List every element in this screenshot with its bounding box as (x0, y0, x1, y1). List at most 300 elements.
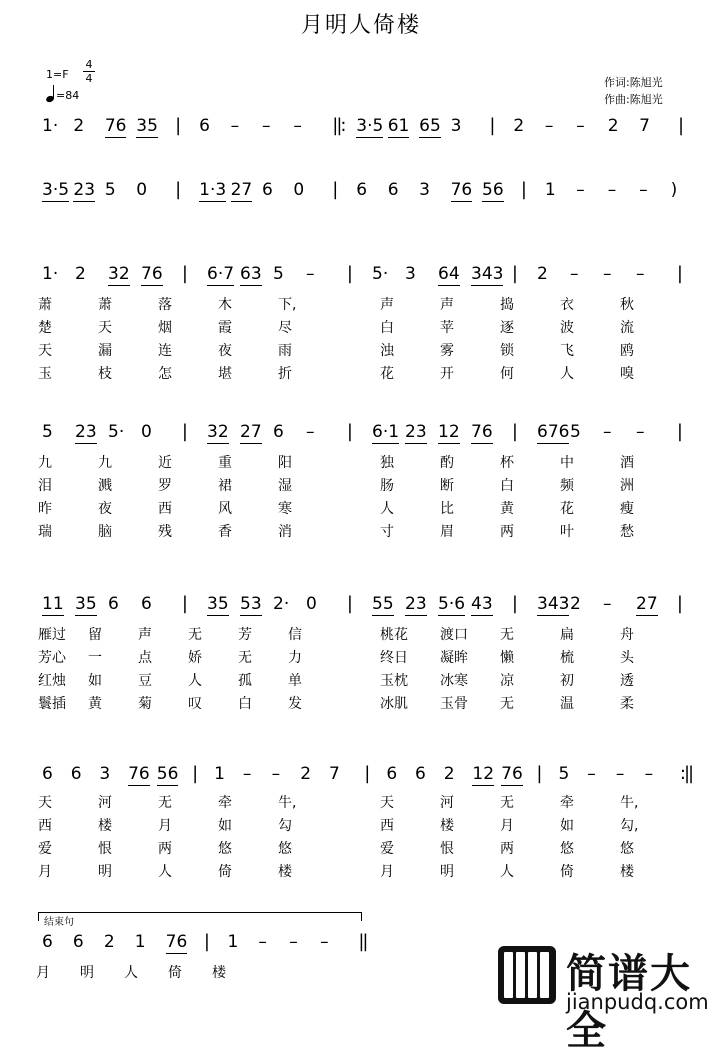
lyric-syllable: 月 (158, 818, 172, 834)
note-token: 32 (207, 422, 229, 442)
lyric-syllable: 月 (380, 864, 394, 880)
note-token: 3 (450, 116, 462, 136)
note-token: 76 (128, 764, 150, 784)
lyric-syllable: 无 (238, 650, 252, 666)
lyric-syllable: 人 (124, 965, 138, 981)
lyric-syllable: 锁 (500, 343, 514, 359)
note-token: 1· (42, 264, 59, 284)
note-token: 343 (471, 264, 504, 284)
lyric-syllable: 月 (36, 965, 50, 981)
lyric-syllable: 凉 (500, 673, 514, 689)
lyric-syllable: 芳 (238, 627, 252, 643)
beam-line (356, 137, 383, 138)
lyric-syllable: 天 (98, 320, 112, 336)
lyric-syllable: 河 (440, 795, 454, 811)
lyric-syllable: 消 (278, 524, 292, 540)
beam-line (472, 785, 494, 786)
lyric-syllable: 声 (380, 297, 394, 313)
lyric-syllable: 洲 (620, 478, 634, 494)
note-token: 1·3 (199, 180, 227, 200)
lyric-syllable: 香 (218, 524, 232, 540)
note-token: 3·5 (356, 116, 384, 136)
lyric-syllable: 西 (158, 501, 172, 517)
lyric-syllable: 楼 (98, 818, 112, 834)
lyric-syllable: 连 (158, 343, 172, 359)
lyric-syllable: 娇 (188, 650, 202, 666)
note-token: 76 (165, 932, 188, 952)
lyric-syllable: 白 (238, 696, 252, 712)
lyric-syllable: 爱 (380, 841, 394, 857)
lyric-syllable: 人 (158, 864, 172, 880)
lyric-syllable: 人 (560, 366, 574, 382)
lyric-syllable: 断 (440, 478, 454, 494)
note-token: 23 (405, 594, 427, 614)
lyric-syllable: 菊 (138, 696, 152, 712)
lyric-syllable: 寸 (380, 524, 394, 540)
lyric-syllable: 凝眸 (440, 650, 468, 666)
lyrics-block-1 (0, 294, 722, 384)
beam-line (471, 285, 503, 286)
lyric-syllable: 两 (158, 841, 172, 857)
lyric-syllable: 玉枕 (380, 673, 408, 689)
lyric-syllable: 楼 (212, 965, 226, 981)
lyric-syllable: 何 (500, 366, 514, 382)
lyric-syllable: 勾, (620, 818, 639, 834)
lyric-syllable: 霞 (218, 320, 232, 336)
dash-extension: – (242, 764, 252, 784)
lyric-syllable: 黄 (88, 696, 102, 712)
note-token: 61 (387, 116, 410, 136)
lyric-syllable: 声 (138, 627, 152, 643)
barline: | (678, 115, 683, 136)
note-token: 76 (104, 116, 127, 136)
dash-extension: – (262, 116, 271, 136)
barline: | (192, 763, 197, 784)
dash-extension: – (636, 264, 645, 284)
lyric-syllable: 信 (288, 627, 302, 643)
lyric-syllable: 人 (380, 501, 394, 517)
note-token: 6 (42, 764, 53, 784)
lyric-syllable: 月 (500, 818, 514, 834)
lyric-syllable: 冰肌 (380, 696, 408, 712)
dash-extension: – (570, 264, 579, 284)
lyric-syllable: 白 (500, 478, 514, 494)
lyric-syllable: 倚 (168, 965, 182, 981)
lyric-syllable: 湿 (278, 478, 292, 494)
lyric-syllable: 捣 (500, 297, 514, 313)
lyric-syllable: 秋 (620, 297, 634, 313)
lyric-syllable: 漏 (98, 343, 112, 359)
beam-line (438, 285, 460, 286)
lyric-syllable: 河 (98, 795, 112, 811)
lyric-syllable: 一 (88, 650, 102, 666)
note-token: 76 (471, 422, 493, 442)
note-token: 63 (240, 264, 262, 284)
lyric-syllable: 枝 (98, 366, 112, 382)
note-token: 27 (240, 422, 262, 442)
lyric-syllable: 酌 (440, 455, 454, 471)
lyric-syllable: 楚 (38, 320, 52, 336)
beam-line (438, 615, 465, 616)
lyric-syllable: 怎 (158, 366, 172, 382)
dash-extension: – (576, 116, 585, 136)
note-token: 6 (415, 764, 426, 784)
lyric-syllable: 下, (278, 297, 297, 313)
lyric-syllable: 夜 (98, 501, 112, 517)
note-token: 0 (293, 180, 305, 200)
lyric-syllable: 冰寒 (440, 673, 468, 689)
beam-line (471, 443, 493, 444)
barline: | (511, 421, 516, 442)
lyric-syllable: 花 (380, 366, 394, 382)
lyric-syllable: 残 (158, 524, 172, 540)
beam-line (451, 201, 473, 202)
lyric-syllable: 明 (98, 864, 112, 880)
beam-line (240, 285, 262, 286)
beam-line (157, 785, 179, 786)
composer-credit: 作曲:陈旭光 (604, 93, 663, 106)
lyric-syllable: 天 (380, 795, 394, 811)
dash-extension: – (639, 180, 648, 200)
note-token: 5 (558, 764, 570, 784)
barline: | (346, 593, 351, 614)
lyric-syllable: 发 (288, 696, 302, 712)
lyric-syllable: 勾 (278, 818, 292, 834)
lyric-syllable: 萧 (98, 297, 112, 313)
barline: | (203, 931, 208, 952)
lyric-syllable: 叹 (188, 696, 202, 712)
note-token: 6 (386, 764, 398, 784)
barline: | (520, 179, 525, 200)
dash-extension: – (230, 116, 240, 136)
note-token: 11 (42, 594, 64, 614)
beam-line (471, 615, 493, 616)
note-token: 76 (450, 180, 473, 200)
beam-line (75, 615, 97, 616)
lyric-syllable: 愁 (620, 524, 634, 540)
barline: :|| (679, 763, 693, 784)
note-token: 5· (108, 422, 125, 442)
lyric-syllable: 声 (440, 297, 454, 313)
lyric-syllable: 近 (158, 455, 172, 471)
dash-extension: – (644, 764, 654, 784)
beam-line (388, 137, 410, 138)
note-token: 2 (513, 116, 525, 136)
lyric-syllable: 鸥 (620, 343, 634, 359)
lyric-syllable: 明 (80, 965, 94, 981)
note-token: 2 (537, 264, 548, 284)
lyric-syllable: 豆 (138, 673, 152, 689)
barline: | (676, 593, 681, 614)
beam-line (372, 443, 399, 444)
note-token: 56 (156, 764, 179, 784)
beam-line (108, 285, 130, 286)
lyric-syllable: 明 (440, 864, 454, 880)
ending-label: 结束句 (44, 917, 74, 928)
barline: | (511, 593, 516, 614)
note-token: 23 (405, 422, 427, 442)
lyric-syllable: 昨 (38, 501, 52, 517)
note-token: 1 (134, 932, 146, 952)
lyric-syllable: 渡口 (440, 627, 468, 643)
note-token: 0 (136, 180, 148, 200)
beam-line (207, 285, 234, 286)
lyric-syllable: 如 (560, 818, 574, 834)
barline: | (511, 263, 516, 284)
lyric-syllable: 黄 (500, 501, 514, 517)
note-token: 343 (537, 594, 570, 614)
note-token: 3·5 (42, 180, 70, 200)
lyric-syllable: 终日 (380, 650, 408, 666)
note-token: 23 (75, 422, 97, 442)
note-token: 1 (227, 932, 239, 952)
lyric-syllable: 透 (620, 673, 634, 689)
note-token: 1 (544, 180, 556, 200)
note-token: 6·7 (207, 264, 235, 284)
lyric-syllable: 如 (88, 673, 102, 689)
beam-line (419, 137, 441, 138)
lyric-syllable: 单 (288, 673, 302, 689)
score-row-4 (0, 420, 722, 450)
beam-line (405, 443, 427, 444)
beam-line (231, 201, 253, 202)
lyric-syllable: 鬟插 (38, 696, 66, 712)
lyric-syllable: 爱 (38, 841, 52, 857)
lyric-syllable: 浊 (380, 343, 394, 359)
lyric-syllable: 人 (188, 673, 202, 689)
barline: | (175, 115, 180, 136)
lyric-syllable: 初 (560, 673, 574, 689)
barline: | (489, 115, 494, 136)
note-token: 6 (387, 180, 399, 200)
note-token: 7 (328, 764, 340, 784)
lyric-syllable: 如 (218, 818, 232, 834)
note-token: 43 (471, 594, 493, 614)
lyric-syllable: 飞 (560, 343, 574, 359)
lyric-syllable: 溅 (98, 478, 112, 494)
lyric-syllable: 脑 (98, 524, 112, 540)
note-token: 53 (240, 594, 262, 614)
note-token: 5·6 (438, 594, 466, 614)
lyric-syllable: 孤 (238, 673, 252, 689)
lyric-syllable: 楼 (620, 864, 634, 880)
note-token: 6 (70, 764, 82, 784)
note-token: 2 (570, 594, 581, 614)
note-token: 6 (72, 932, 84, 952)
lyric-syllable: 梳 (560, 650, 574, 666)
lyric-syllable: 中 (560, 455, 574, 471)
lyric-syllable: 无 (500, 795, 514, 811)
lyric-syllable: 无 (500, 696, 514, 712)
lyric-syllable: 比 (440, 501, 454, 517)
lyric-syllable: 人 (500, 864, 514, 880)
lyric-syllable: 瘦 (620, 501, 634, 517)
note-token: 2 (607, 116, 619, 136)
lyric-syllable: 萧 (38, 297, 52, 313)
lyric-syllable: 落 (158, 297, 172, 313)
beam-line (240, 615, 262, 616)
dash-extension: – (258, 932, 267, 952)
beam-line (141, 285, 163, 286)
lyric-syllable: 无 (188, 627, 202, 643)
note-token: 3 (99, 764, 111, 784)
lyric-syllable: 悠 (620, 841, 634, 857)
lyric-syllable: 雁过 (38, 627, 66, 643)
lyric-syllable: 风 (218, 501, 232, 517)
barline: || (358, 931, 367, 952)
lyric-syllable: 点 (138, 650, 152, 666)
note-token: 0 (306, 594, 317, 614)
lyric-syllable: 尽 (278, 320, 292, 336)
dash-extension: – (607, 180, 617, 200)
note-token: 56 (482, 180, 504, 200)
barline: | (181, 593, 186, 614)
beam-line (482, 201, 504, 202)
lyric-syllable: 衣 (560, 297, 574, 313)
time-signature-top: 4 (85, 58, 93, 71)
note-token: 35 (207, 594, 229, 614)
lyric-syllable: 无 (158, 795, 172, 811)
note-token: 5· (372, 264, 389, 284)
lyric-syllable: 牛, (620, 795, 639, 811)
time-signature (82, 58, 96, 85)
dash-extension: – (306, 264, 315, 284)
lyric-syllable: 留 (88, 627, 102, 643)
note-token: 0 (141, 422, 152, 442)
note-token: 2 (443, 764, 455, 784)
dash-extension: – (603, 264, 612, 284)
lyric-syllable: 白 (380, 320, 394, 336)
lyric-syllable: 玉 (38, 366, 52, 382)
lyric-syllable: 柔 (620, 696, 634, 712)
lyric-syllable: 嗅 (620, 366, 634, 382)
lyric-syllable: 雾 (440, 343, 454, 359)
lyric-syllable: 九 (38, 455, 52, 471)
dash-extension: – (576, 180, 585, 200)
lyric-syllable: 重 (218, 455, 232, 471)
lyric-syllable: 懒 (500, 650, 514, 666)
note-token: 27 (636, 594, 658, 614)
lyric-syllable: 红烛 (38, 673, 66, 689)
note-token: 5 (570, 422, 581, 442)
note-token: 2· (273, 594, 290, 614)
beam-line (372, 615, 394, 616)
lyricist-credit: 作词:陈旭光 (604, 76, 663, 89)
lyric-syllable: 雨 (278, 343, 292, 359)
note-token: 12 (472, 764, 495, 784)
note-token: 3 (419, 180, 430, 200)
barline: | (676, 263, 681, 284)
note-token: 6 (273, 422, 284, 442)
lyrics-block-3 (0, 624, 722, 714)
note-token: 2 (300, 764, 312, 784)
lyric-syllable: 西 (38, 818, 52, 834)
lyric-syllable: 桃花 (380, 627, 408, 643)
lyric-syllable: 寒 (278, 501, 292, 517)
lyric-syllable: 温 (560, 696, 574, 712)
note-token: 76 (141, 264, 163, 284)
lyric-syllable: 花 (560, 501, 574, 517)
note-token: 7 (639, 116, 650, 136)
lyric-syllable: 头 (620, 650, 634, 666)
beam-line (136, 137, 158, 138)
lyrics-block-4 (0, 792, 722, 882)
note-token: 2 (73, 116, 85, 136)
lyric-syllable: 流 (620, 320, 634, 336)
beam-line (438, 443, 460, 444)
barline: | (676, 421, 681, 442)
beam-line (73, 201, 95, 202)
beam-line (405, 615, 427, 616)
note-token: 6 (356, 180, 368, 200)
lyric-syllable: 频 (560, 478, 574, 494)
barline: | (536, 763, 541, 784)
note-token: 6·1 (372, 422, 400, 442)
note-token: 35 (136, 116, 158, 136)
note-token: 6 (42, 932, 53, 952)
barline: | (346, 263, 351, 284)
lyric-syllable: 力 (288, 650, 302, 666)
dash-extension: – (320, 932, 329, 952)
beam-line (537, 443, 569, 444)
barline: | (332, 179, 337, 200)
lyric-syllable: 天 (38, 795, 52, 811)
lyric-syllable: 折 (278, 366, 292, 382)
note-token: 55 (372, 594, 394, 614)
beam-line (128, 785, 150, 786)
piano-keys-icon (498, 946, 556, 1004)
score-row-3 (0, 262, 722, 292)
note-token: 5 (104, 180, 116, 200)
beam-line (240, 443, 262, 444)
lyric-syllable: 肠 (380, 478, 394, 494)
lyric-syllable: 裙 (218, 478, 232, 494)
lyric-syllable: 夜 (218, 343, 232, 359)
lyric-syllable: 芳心 (38, 650, 66, 666)
lyric-syllable: 泪 (38, 478, 52, 494)
dash-extension: – (289, 932, 298, 952)
beam-line (207, 443, 229, 444)
lyric-syllable: 罗 (158, 478, 172, 494)
beam-line (42, 201, 69, 202)
time-signature-bottom: 4 (85, 72, 93, 85)
logo-brand: 简谱大全 (566, 951, 692, 1054)
dash-extension: – (615, 764, 625, 784)
lyric-syllable: 两 (500, 524, 514, 540)
lyric-syllable: 杯 (500, 455, 514, 471)
note-token: 5 (42, 422, 53, 442)
note-token: 23 (73, 180, 96, 200)
lyric-syllable: 酒 (620, 455, 634, 471)
note-token: 12 (438, 422, 460, 442)
lyric-syllable: 独 (380, 455, 394, 471)
barline: | (181, 421, 186, 442)
note-token: ) (670, 180, 678, 200)
lyric-syllable: 瑞 (38, 524, 52, 540)
dash-extension: – (603, 422, 612, 442)
lyric-syllable: 恨 (440, 841, 454, 857)
note-token: 76 (501, 764, 523, 784)
lyric-syllable: 悠 (278, 841, 292, 857)
tempo-value: =84 (56, 89, 80, 102)
dash-extension: – (293, 116, 302, 136)
dash-extension: – (603, 594, 612, 614)
lyric-syllable: 阳 (278, 455, 292, 471)
lyric-syllable: 倚 (560, 864, 574, 880)
lyric-syllable: 倚 (218, 864, 232, 880)
beam-line (105, 137, 127, 138)
lyric-syllable: 烟 (158, 320, 172, 336)
